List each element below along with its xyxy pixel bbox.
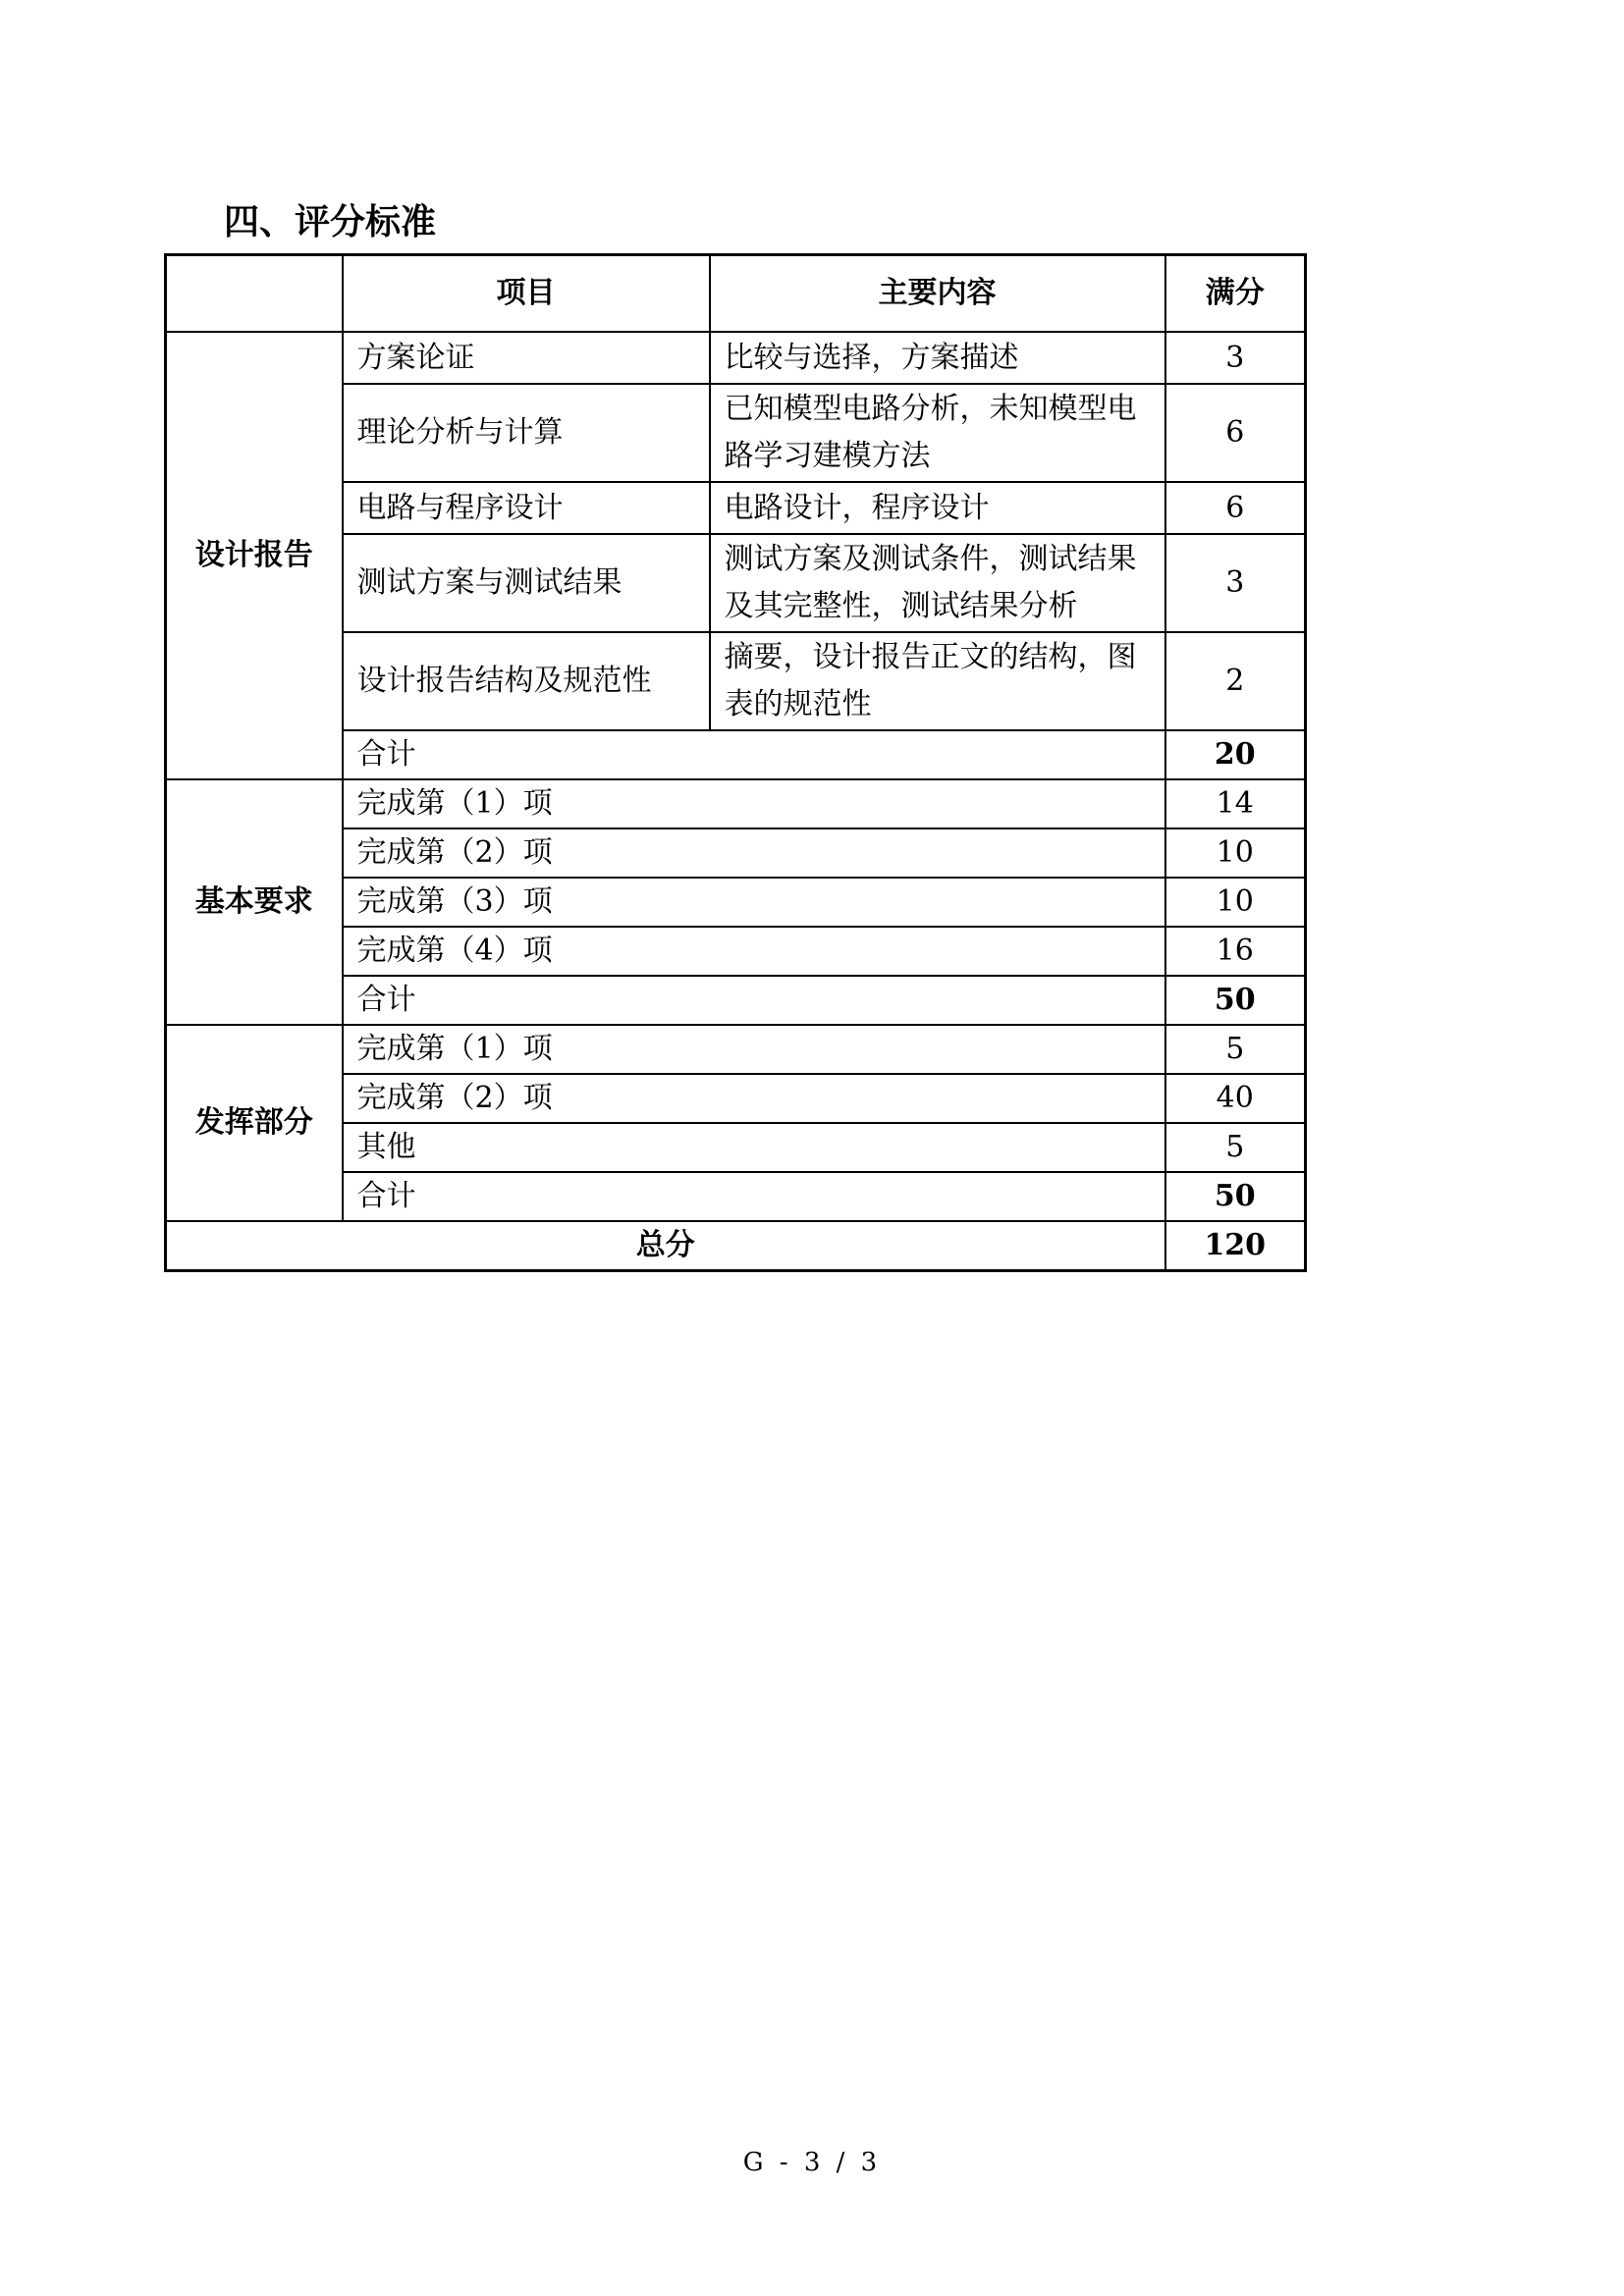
row-item: 设计报告结构及规范性 [343,632,710,730]
row-item: 完成第（2）项 [343,828,1165,878]
subtotal-score: 50 [1165,1172,1306,1221]
category-design-report: 设计报告 [166,332,343,779]
category-extended: 发挥部分 [166,1025,343,1221]
row-content: 已知模型电路分析，未知模型电路学习建模方法 [710,384,1165,482]
row-item: 完成第（1）项 [343,1025,1165,1074]
section-title: 四、评分标准 [224,202,437,242]
subtotal-label: 合计 [343,976,1165,1025]
row-score: 6 [1165,482,1306,534]
table-row [166,779,1306,828]
row-score: 10 [1165,878,1306,927]
row-score: 5 [1165,1025,1306,1074]
table-header-row [166,255,1306,333]
category-basic: 基本要求 [166,779,343,1025]
page-number: G - 3 / 3 [742,2148,882,2177]
row-score: 14 [1165,779,1306,828]
row-item: 电路与程序设计 [343,482,710,534]
row-score: 5 [1165,1123,1306,1172]
row-item: 完成第（1）项 [343,779,1165,828]
row-item: 测试方案与测试结果 [343,534,710,632]
row-content: 摘要，设计报告正文的结构，图表的规范性 [710,632,1165,730]
row-content: 测试方案及测试条件，测试结果及其完整性，测试结果分析 [710,534,1165,632]
total-row [166,1221,1306,1271]
row-score: 3 [1165,534,1306,632]
row-item: 完成第（2）项 [343,1074,1165,1123]
header-item: 项目 [343,255,710,333]
table-row [166,1025,1306,1074]
header-blank [166,255,343,333]
row-item: 理论分析与计算 [343,384,710,482]
row-item: 完成第（3）项 [343,878,1165,927]
subtotal-label: 合计 [343,1172,1165,1221]
row-score: 6 [1165,384,1306,482]
total-label: 总分 [166,1221,1165,1271]
row-content: 比较与选择，方案描述 [710,332,1165,384]
row-score: 10 [1165,828,1306,878]
header-full-score: 满分 [1165,255,1306,333]
row-content: 电路设计，程序设计 [710,482,1165,534]
table-row [166,332,1306,384]
header-content: 主要内容 [710,255,1165,333]
subtotal-label: 合计 [343,730,1165,779]
row-score: 16 [1165,927,1306,976]
row-score: 40 [1165,1074,1306,1123]
row-score: 3 [1165,332,1306,384]
total-score: 120 [1165,1221,1306,1271]
subtotal-score: 50 [1165,976,1306,1025]
row-score: 2 [1165,632,1306,730]
row-item: 方案论证 [343,332,710,384]
scoring-table [164,253,1307,1272]
row-item: 完成第（4）项 [343,927,1165,976]
subtotal-score: 20 [1165,730,1306,779]
row-item: 其他 [343,1123,1165,1172]
